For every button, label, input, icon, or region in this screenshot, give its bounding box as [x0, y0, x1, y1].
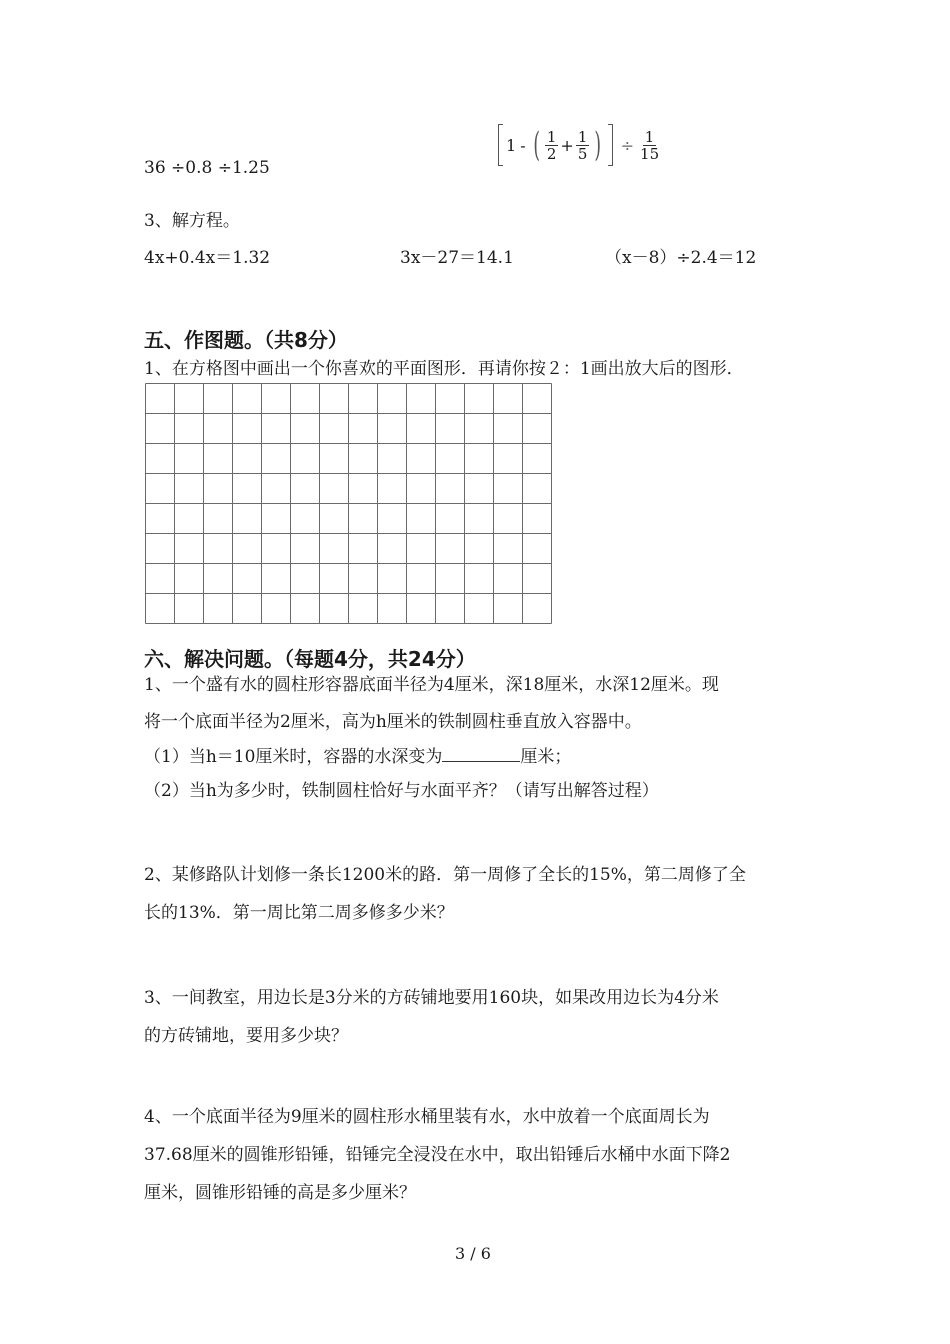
problem-1-sub-2: （2）当h为多少时，铁制圆柱恰好与水面平齐？（请写出解答过程） — [144, 781, 659, 801]
fraction-numerator: 1 — [644, 127, 655, 146]
expr-plus: + — [560, 135, 574, 155]
equation-2: 3x－27＝14.1 — [400, 248, 514, 268]
problem-2-line-1: 2、某修路队计划修一条长1200米的路．第一周修了全长的15%，第二周修了全 — [144, 865, 746, 885]
fraction-1-15 — [640, 129, 659, 162]
calc-expression-2 — [498, 124, 661, 166]
fraction-denominator: 2 — [546, 144, 557, 163]
problem-1-line-1: 1、一个盛有水的圆柱形容器底面半径为4厘米，深18厘米，水深12厘米。现 — [144, 675, 719, 695]
fraction-numerator: 1 — [546, 127, 557, 146]
sub-1-suffix: 厘米； — [520, 747, 572, 767]
problem-4-line-2: 37.68厘米的圆锥形铅锤，铅锤完全浸没在水中，取出铅锤后水桶中水面下降2 — [144, 1145, 731, 1165]
expr-divide: ÷ — [620, 135, 635, 155]
problem-1-line-2: 将一个底面半径为2厘米，高为h厘米的铁制圆柱垂直放入容器中。 — [144, 712, 642, 732]
fraction-1-5 — [576, 129, 590, 162]
expr-minus: - — [520, 135, 526, 155]
equation-3: （x－8）÷2.4＝12 — [605, 248, 757, 268]
problem-3-line-2: 的方砖铺地，要用多少块？ — [144, 1026, 348, 1046]
right-square-bracket — [608, 124, 613, 166]
fraction-numerator: 1 — [577, 127, 588, 146]
problem-4-line-3: 厘米，圆锥形铅锤的高是多少厘米？ — [144, 1183, 416, 1203]
fraction-1-2 — [545, 129, 559, 162]
drawing-grid[interactable] — [144, 382, 554, 626]
problem-1-sub-1 — [144, 742, 571, 767]
calc-expression-1: 36 ÷0.8 ÷1.25 — [144, 158, 270, 178]
section-5-question-1: 1、在方格图中画出一个你喜欢的平面图形．再请你按２：1画出放大后的图形． — [144, 359, 744, 379]
page-number: 3 / 6 — [455, 1244, 491, 1263]
problem-2-line-2: 长的13%．第一周比第二周多修多少米？ — [144, 903, 454, 923]
sub-1-prefix: （1）当h＝10厘米时，容器的水深变为 — [144, 747, 443, 767]
problem-3-line-1: 3、一间教室，用边长是3分米的方砖铺地要用160块，如果改用边长为4分米 — [144, 988, 719, 1008]
section-6-title: 六、解决问题。（每题4分，共24分） — [144, 647, 476, 671]
problem-4-line-1: 4、一个底面半径为9厘米的圆柱形水桶里装有水，水中放着一个底面周长为 — [144, 1107, 710, 1127]
left-paren: ( — [532, 125, 540, 165]
left-square-bracket — [498, 124, 503, 166]
section-5-title: 五、作图题。（共8分） — [144, 328, 348, 352]
fraction-denominator: 15 — [640, 144, 660, 163]
equation-1: 4x+0.4x＝1.32 — [144, 248, 271, 268]
answer-blank[interactable] — [442, 747, 520, 762]
right-paren: ) — [594, 125, 602, 165]
equations-label: 3、解方程。 — [144, 211, 240, 231]
fraction-denominator: 5 — [577, 144, 588, 163]
expr-one: 1 — [506, 135, 517, 155]
